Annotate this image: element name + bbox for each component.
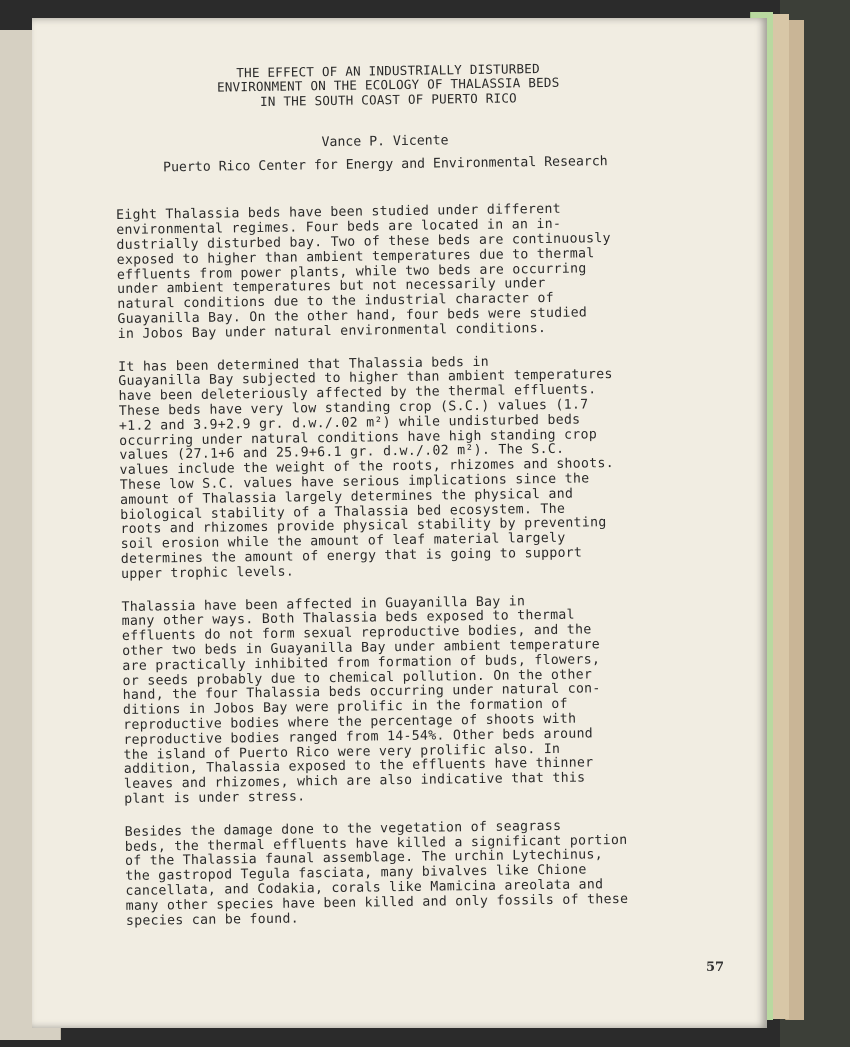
page-number: 57 xyxy=(706,960,725,975)
body-paragraph: Eight Thalassia beds have been studied under different environmental regimes. Four beds are located in an in- dustrially disturbed bay. Two of these beds are continuously exposed to higher than ambient temperatures due to thermal effluents from power plants, while two beds are occurring under ambient temperatures but not necessarily under natural conditions due to the industrial character of Guayanilla Bay. On the other hand, four beds were studied in Jobos Bay under natural environmental conditions. xyxy=(115,202,611,342)
article-title: THE EFFECT OF AN INDUSTRIALLY DISTURBED ENVIRONMENT ON THE ECOLOGY OF THALASSIA BEDS IN THE SOUTH COAST OF PUERTO RICO xyxy=(216,61,560,109)
body-paragraph: Thalassia have been affected in Guayanilla Bay in many other ways. Both Thalassia beds exposed to thermal effluents do not form sexual reproductive bodies, and the other two beds in Guayanilla Bay under ambient temperature are practically inhibited from formation of buds, flowers, or seeds probably due to chemical pollution. On the other hand, the four Thalassia beds occurring under natural con- ditions in Jobos Bay were prolific in the formation of reproductive bodies where the percentage of shoots with reproductive bodies ranged from 14-54%. Other beds around the island of Puerto Rico were very prolific also. In addition, Thalassia exposed to the effluents have thinner leaves and rhizomes, which are also indicative that this plant is under stress. xyxy=(121,593,601,807)
body-paragraph: It has been determined that Thalassia beds in Guayanilla Bay subjected to higher than ambient temperatures have been deleteriously affected by the thermal effluents. These beds have very low standing crop (S.C.) values (1.7 +1.2 and 3.9+2.9 gr. d.w./.02 m²) while undisturbed beds occurring under natural conditions have high standing crop values (27.1+6 and 25.9+6.1 gr. d.w./.02 m²). The S.C. values include the weight of the roots, rhizomes and shoots. These low S.C. values have serious implications since the amount of Thalassia largely determines the physical and biological stability of a Thalassia bed ecosystem. The roots and rhizomes provide physical stability by preventing soil erosion while the amount of leaf material largely determines the amount of energy that is going to support upper trophic levels. xyxy=(118,354,615,582)
page-content xyxy=(114,60,666,929)
body-paragraph: Besides the damage done to the vegetation of seagrass beds, the thermal effluents have killed a significant portion of the Thalassia faunal assemblage. The urchin Lytechinus, the gastropod Tegula fasciata, many bivalves like Chione cancellata, and Codakia, corals like Mamicina areolata and many other species have been killed and only fossils of these species can be found. xyxy=(124,818,629,929)
document-page xyxy=(32,18,767,1028)
author-affiliation: Puerto Rico Center for Energy and Environmental Research xyxy=(162,153,608,176)
author-name: Vance P. Vicente xyxy=(321,133,449,150)
